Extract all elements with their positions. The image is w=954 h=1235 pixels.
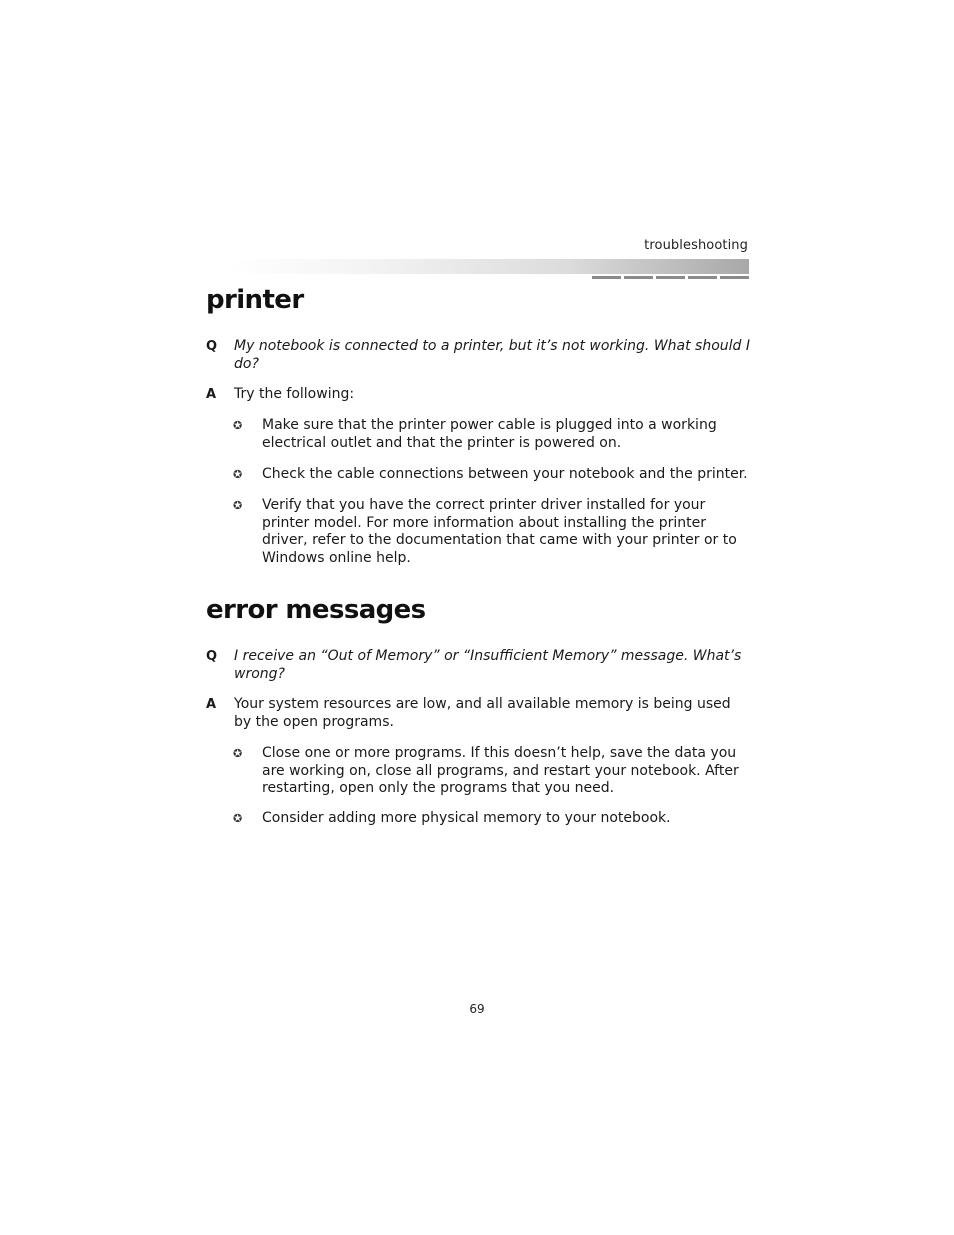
page-number: 69 xyxy=(469,1002,485,1016)
question-label: Q xyxy=(206,339,218,354)
list-item-text: Make sure that the printer power cable is plugged into a working electrical outlet and that the printer is powered on. xyxy=(262,417,717,451)
list-item xyxy=(233,497,749,567)
question-label: Q xyxy=(206,649,218,664)
list-item-text: Check the cable connections between your notebook and the printer. xyxy=(262,466,748,482)
section-heading-printer: printer xyxy=(206,285,304,315)
answer-label: A xyxy=(206,387,217,402)
section-heading-error-messages: error messages xyxy=(206,595,426,625)
tick-mark xyxy=(720,276,749,279)
bullet-icon: ✪ xyxy=(233,468,243,481)
bullet-icon: ✪ xyxy=(233,499,243,512)
header-tick-marks xyxy=(592,276,749,279)
answer-error-messages xyxy=(206,696,751,731)
question-text: My notebook is connected to a printer, but it’s not working. What should I do? xyxy=(234,338,751,372)
list-item xyxy=(233,417,749,452)
bullet-icon: ✪ xyxy=(233,812,243,825)
tick-mark xyxy=(688,276,717,279)
tick-mark xyxy=(624,276,653,279)
tick-mark xyxy=(592,276,621,279)
tick-mark xyxy=(656,276,685,279)
list-item-text: Close one or more programs. If this doesn’t help, save the data you are working on, close all programs, and restart your notebook. After restarting, open only the programs that you need. xyxy=(262,745,739,796)
list-item xyxy=(233,810,749,828)
bullet-icon: ✪ xyxy=(233,419,243,432)
list-item-text: Verify that you have the correct printer driver installed for your printer model. For more information about installing the printer driver, refer to the documentation that came with your printer or to Windows online help. xyxy=(262,497,737,566)
answer-printer xyxy=(206,386,751,404)
list-item xyxy=(233,745,749,798)
header-gradient-bar xyxy=(230,259,749,274)
bullet-icon: ✪ xyxy=(233,747,243,760)
answer-text: Your system resources are low, and all available memory is being used by the open programs. xyxy=(234,696,731,730)
running-header: troubleshooting xyxy=(644,238,748,253)
list-item-text: Consider adding more physical memory to your notebook. xyxy=(262,810,671,826)
answer-text: Try the following: xyxy=(234,386,355,402)
question-error-messages xyxy=(206,648,751,683)
question-text: I receive an “Out of Memory” or “Insufficient Memory” message. What’s wrong? xyxy=(234,648,742,682)
answer-label: A xyxy=(206,697,217,712)
question-printer xyxy=(206,338,751,373)
list-item xyxy=(233,466,749,484)
